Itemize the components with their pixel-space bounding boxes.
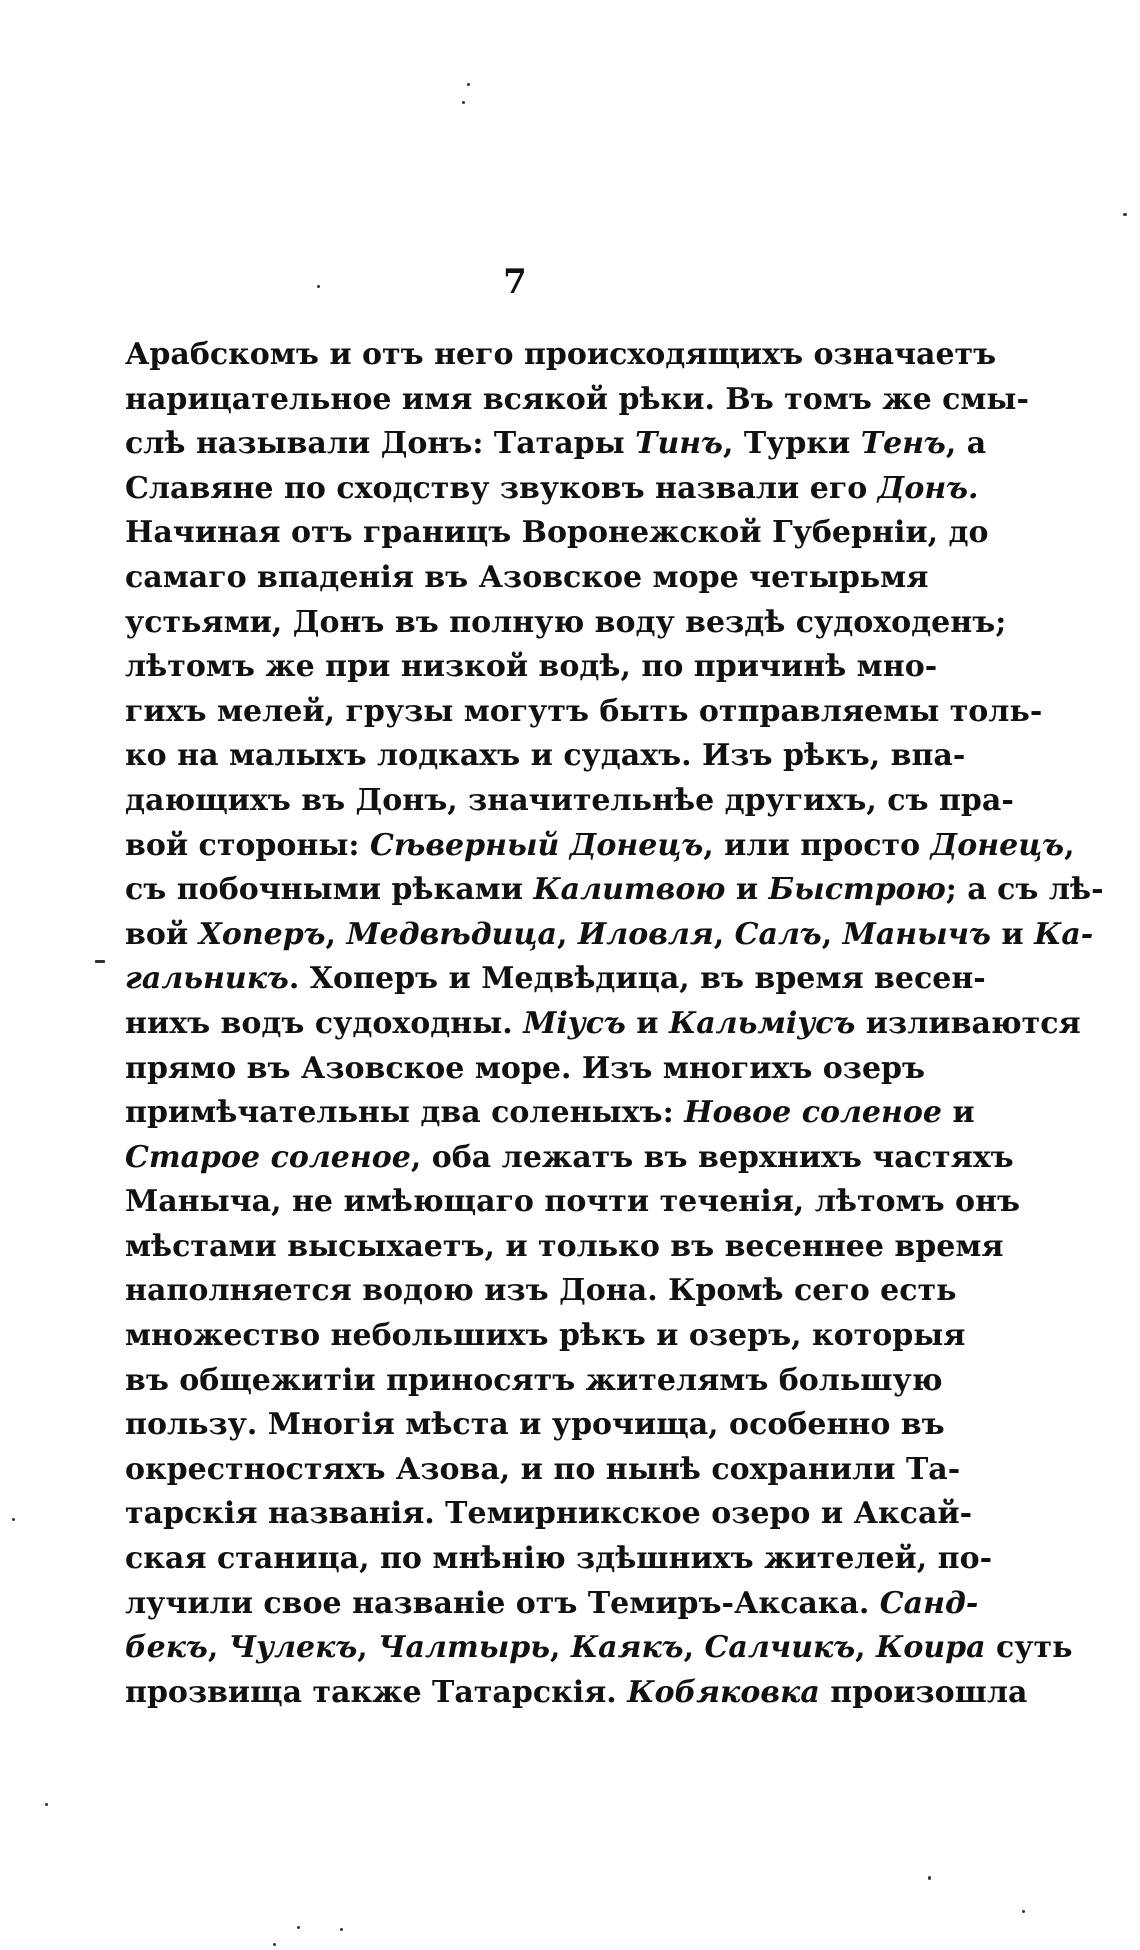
text-segment: вой стороны: [125, 827, 370, 863]
italic-text: Тенъ [860, 426, 946, 462]
italic-text: Донъ. [877, 470, 979, 506]
scan-speck [273, 1943, 276, 1946]
text-segment: изливаются [855, 1005, 1081, 1041]
italic-text: гальникъ [125, 961, 289, 997]
text-line [125, 690, 1043, 735]
text-segment: наполняется водою изъ Дона. Кромѣ сего есть [125, 1273, 957, 1309]
italic-text: Чалтырь [378, 1630, 550, 1666]
text-line [125, 601, 1007, 646]
italic-text: Медвѣдица [346, 916, 557, 952]
italic-text: Салъ [734, 916, 822, 952]
text-segment: пользу. Многія мѣста и урочища, особенно въ [125, 1407, 945, 1443]
text-segment: лучили свое названіе отъ Темиръ-Аксака. [125, 1585, 880, 1621]
text-segment: лѣтомъ же при низкой водѣ, по причинѣ мно- [125, 649, 938, 685]
text-segment: Арабскомъ и отъ него происходящихъ означаетъ [125, 337, 997, 372]
text-line [125, 734, 966, 779]
text-line [125, 868, 1104, 913]
italic-text: Сѣверный Донецъ [369, 827, 704, 863]
text-segment: тарскія названія. Темирникское озеро и Аксай- [125, 1496, 973, 1532]
text-segment: Начиная отъ границъ Воронежской Губерніи, до [125, 515, 989, 551]
scan-speck [95, 960, 105, 963]
text-line [125, 779, 1014, 824]
text-segment: , [1064, 827, 1075, 863]
text-line [125, 1136, 1014, 1181]
text-segment: , [207, 1630, 229, 1666]
italic-text: Кобяковка [627, 1674, 820, 1710]
text-line [125, 1359, 943, 1404]
text-line [125, 645, 938, 690]
scan-speck [45, 1803, 48, 1806]
text-line [125, 913, 1094, 958]
italic-text: Новое соленое [684, 1095, 942, 1131]
text-line [125, 422, 987, 467]
scan-speck [297, 1926, 300, 1929]
text-line [125, 511, 989, 556]
body-text [125, 333, 1104, 1715]
text-line [125, 1582, 979, 1627]
text-segment: гихъ мелей, грузы могутъ быть отправляемы толь- [125, 693, 1043, 729]
scan-speck [928, 1876, 931, 1880]
text-segment: самаго впаденія въ Азовское море четырьмя [125, 559, 929, 595]
scan-speck [467, 83, 470, 86]
text-segment: и [725, 872, 769, 908]
text-segment: ко на малыхъ лодкахъ и судахъ. Изъ рѣкъ, впа- [125, 738, 966, 774]
text-segment: , оба лежатъ въ верхнихъ частяхъ [410, 1139, 1014, 1175]
text-line [125, 1537, 993, 1582]
text-segment: , а [945, 426, 987, 462]
text-segment: устьями, Донъ въ полную воду вездѣ судоходенъ; [125, 604, 1007, 640]
text-line [125, 1492, 973, 1537]
italic-text: Донецъ [930, 827, 1065, 863]
italic-text: Калитвою [533, 872, 726, 908]
scan-speck [462, 101, 465, 104]
italic-text: Коира [876, 1630, 986, 1666]
text-segment: и [625, 1005, 669, 1041]
scan-speck [1022, 1910, 1025, 1913]
scan-speck [1123, 213, 1127, 216]
scan-speck [12, 1518, 15, 1521]
scan-speck [340, 1928, 343, 1931]
text-line [125, 824, 1075, 869]
text-segment: нарицательное имя всякой рѣки. Въ томъ же смы- [125, 381, 1029, 417]
text-segment: слѣ называли Донъ: Татары [125, 426, 636, 462]
text-segment: вой [125, 916, 199, 952]
italic-text: Манычъ [842, 916, 991, 952]
text-segment: , [683, 1630, 705, 1666]
text-line [125, 467, 979, 512]
text-line [125, 1225, 1004, 1270]
text-line [125, 1403, 945, 1448]
text-segment: ская станица, по мнѣнію здѣшнихъ жителей, по- [125, 1541, 993, 1577]
text-segment: и [941, 1095, 975, 1131]
text-line [125, 378, 1029, 423]
text-line [125, 1626, 1073, 1671]
text-segment: прозвища также Татарскія. [125, 1674, 628, 1710]
text-segment: , [325, 916, 347, 952]
text-segment: , [557, 916, 578, 952]
text-segment: суть [985, 1630, 1073, 1666]
text-line [125, 957, 986, 1002]
italic-text: Иловля [577, 916, 714, 952]
text-line [125, 1002, 1081, 1047]
italic-text: Міусъ [523, 1005, 626, 1041]
text-line [125, 1091, 975, 1136]
page-number: 7 [503, 262, 527, 302]
italic-text: Быстрою [768, 872, 946, 908]
italic-text: Санд- [879, 1585, 979, 1621]
italic-text: бекъ [125, 1630, 208, 1666]
text-segment: . Хоперъ и Медвѣдица, въ время весен- [288, 961, 986, 997]
text-segment: въ общежитіи приносятъ жителямъ большую [125, 1362, 943, 1398]
text-segment: , [821, 916, 843, 952]
text-line [125, 1047, 926, 1092]
italic-text: Хоперъ [198, 916, 326, 952]
text-line [125, 1180, 1021, 1225]
text-segment: Славяне по сходству звуковъ назвали его [125, 470, 878, 506]
text-line [125, 1314, 966, 1359]
text-segment: ; а съ лѣ- [945, 872, 1104, 908]
text-segment: множество небольшихъ рѣкъ и озеръ, которыя [125, 1318, 966, 1354]
text-segment: окрестностяхъ Азова, и по нынѣ сохранили Та- [125, 1451, 961, 1487]
italic-text: Каякъ [570, 1630, 684, 1666]
text-segment: дающихъ въ Донъ, значительнѣе другихъ, съ пра- [125, 782, 1014, 818]
text-segment: съ побочными рѣками [125, 872, 534, 908]
text-segment: Маныча, не имѣющаго почти теченія, лѣтомъ онъ [125, 1184, 1021, 1220]
text-segment: , [357, 1630, 379, 1666]
text-line [125, 333, 997, 378]
text-segment: примѣчательны два соленыхъ: [125, 1095, 685, 1131]
text-segment: и [990, 916, 1035, 952]
italic-text: Чулекъ [228, 1630, 358, 1666]
text-segment: нихъ водъ судоходны. [125, 1005, 524, 1041]
text-segment: произошла [819, 1674, 1028, 1710]
text-segment: , [855, 1630, 877, 1666]
text-segment: прямо въ Азовское море. Изъ многихъ озеръ [125, 1050, 926, 1086]
text-segment: мѣстами высыхаетъ, и только въ весеннее время [125, 1228, 1004, 1264]
text-line [125, 1448, 961, 1493]
italic-text: Кальміусъ [668, 1005, 856, 1041]
scan-speck [317, 285, 320, 288]
italic-text: Старое соленое [125, 1139, 411, 1175]
italic-text: Тинъ [635, 426, 723, 462]
text-line [125, 1671, 1028, 1716]
italic-text: Ка- [1034, 916, 1094, 952]
text-line [125, 1269, 957, 1314]
text-segment: , Турки [723, 426, 861, 462]
italic-text: Салчикъ [704, 1630, 856, 1666]
text-segment: , [549, 1630, 571, 1666]
text-line [125, 556, 929, 601]
text-segment: , [713, 916, 735, 952]
text-segment: , или просто [703, 827, 931, 863]
